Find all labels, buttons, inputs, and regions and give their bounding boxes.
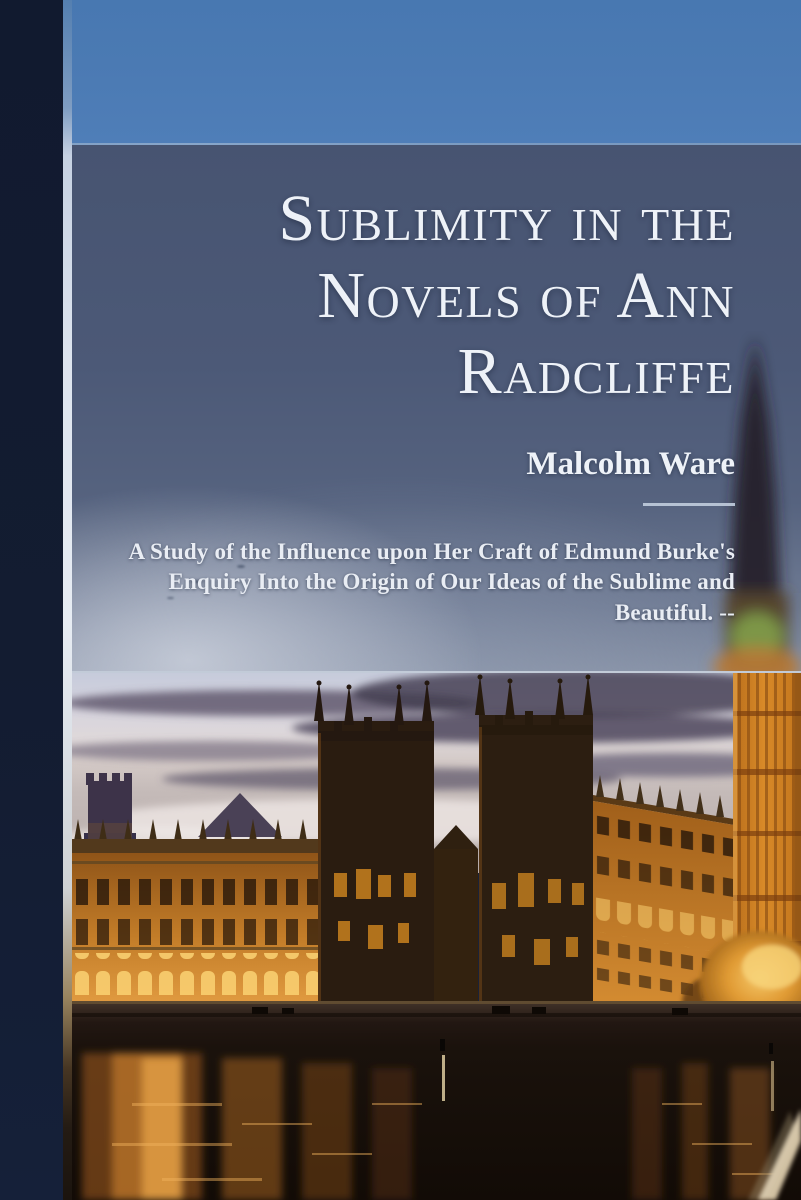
lamp-reflection: [771, 1061, 774, 1111]
book-title-line-2: Novels of Ann: [317, 258, 735, 332]
lamp-reflection: [442, 1055, 445, 1101]
mooring-post: [440, 1039, 445, 1051]
dark-tower-a: [314, 681, 434, 1004]
book-subtitle: [128, 537, 735, 628]
river-thames: [72, 1039, 801, 1200]
dark-tower-b: [475, 675, 593, 1004]
author-name: Malcolm Ware: [526, 446, 735, 482]
book-title: [278, 181, 735, 411]
subtitle-line-1: A Study of the Influence upon Her Craft of Edmund Burke's: [128, 539, 735, 564]
book-title-line-1: Sublimity in the: [278, 182, 735, 255]
mooring-post: [769, 1043, 773, 1054]
subtitle-line-3: Beautiful. --: [614, 599, 735, 625]
embankment: [72, 1001, 801, 1055]
cover-photo-sky: [72, 0, 801, 143]
page-edge-highlight: [63, 0, 72, 1200]
subtitle-line-2: Enquiry Into the Origin of Our Ideas of the Sublime and: [168, 569, 735, 595]
book-spine-shadow: [0, 0, 63, 1200]
book-title-line-3: Radcliffe: [457, 335, 735, 409]
author-divider-rule: [643, 503, 735, 506]
title-panel: [72, 143, 801, 673]
cover-photo-westminster: [72, 673, 801, 1200]
